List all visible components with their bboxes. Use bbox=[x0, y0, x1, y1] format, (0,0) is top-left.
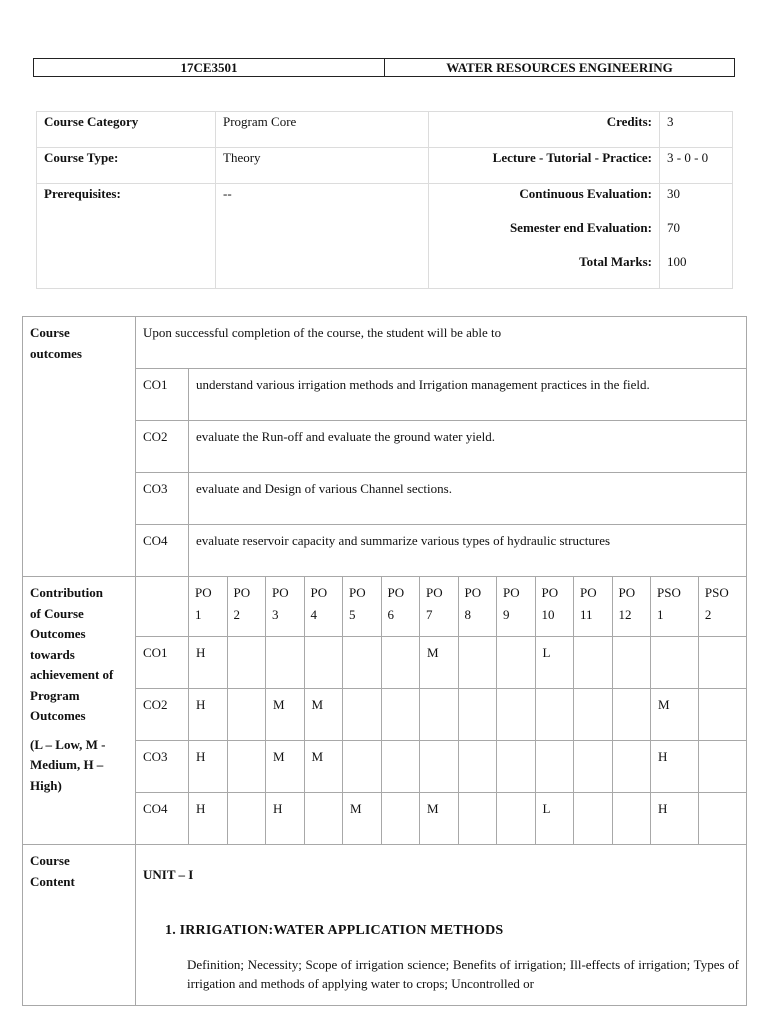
semester-end-evaluation-label: Semester end Evaluation: bbox=[509, 220, 652, 235]
mapping-cell bbox=[574, 741, 613, 793]
mapping-cell bbox=[497, 741, 536, 793]
evaluation-labels bbox=[429, 184, 660, 289]
po-header: PO 2 bbox=[227, 577, 266, 637]
mapping-cell bbox=[227, 793, 266, 845]
outcome-text: evaluate and Design of various Channel sections. bbox=[189, 473, 747, 525]
outcome-text: understand various irrigation methods and Irrigation management practices in the field. bbox=[189, 369, 747, 421]
course-header-table bbox=[33, 58, 735, 77]
mapping-cell bbox=[698, 741, 746, 793]
mapping-row-code: CO4 bbox=[136, 793, 189, 845]
mapping-cell bbox=[612, 637, 651, 689]
mapping-cell bbox=[381, 637, 420, 689]
credits-value: 3 bbox=[660, 112, 733, 148]
mapping-cell bbox=[304, 637, 343, 689]
mapping-cell: H bbox=[651, 741, 699, 793]
mapping-cell bbox=[574, 793, 613, 845]
mapping-cell: H bbox=[189, 741, 228, 793]
topic-heading: 1. IRRIGATION:WATER APPLICATION METHODS bbox=[165, 923, 504, 938]
mapping-cell bbox=[381, 689, 420, 741]
outcome-code: CO1 bbox=[136, 369, 189, 421]
semester-end-evaluation-value: 70 bbox=[667, 220, 680, 235]
prerequisites-label: Prerequisites: bbox=[37, 184, 216, 289]
mapping-cell bbox=[227, 741, 266, 793]
mapping-cell bbox=[266, 637, 305, 689]
outcome-code: CO4 bbox=[136, 525, 189, 577]
mapping-row-code: CO1 bbox=[136, 637, 189, 689]
total-marks-value: 100 bbox=[667, 254, 687, 269]
course-code: 17CE3501 bbox=[34, 59, 385, 77]
mapping-legend: (L – Low, M - Medium, H – High) bbox=[30, 736, 106, 793]
course-outcomes-label: Course outcomes bbox=[23, 317, 136, 577]
mapping-cell: H bbox=[189, 689, 228, 741]
mapping-cell: H bbox=[189, 793, 228, 845]
mapping-cell bbox=[381, 741, 420, 793]
po-header: PO 8 bbox=[458, 577, 497, 637]
continuous-evaluation-value: 30 bbox=[667, 186, 680, 201]
mapping-cell: M bbox=[266, 741, 305, 793]
mapping-cell bbox=[304, 793, 343, 845]
mapping-cell bbox=[458, 689, 497, 741]
po-header: PO 6 bbox=[381, 577, 420, 637]
mapping-corner-cell bbox=[136, 577, 189, 637]
total-marks-label: Total Marks: bbox=[579, 254, 652, 269]
course-category-label: Course Category bbox=[37, 112, 216, 148]
po-header: PO 11 bbox=[574, 577, 613, 637]
mapping-cell bbox=[343, 689, 382, 741]
mapping-cell bbox=[497, 637, 536, 689]
mapping-cell bbox=[535, 689, 574, 741]
mapping-cell: M bbox=[343, 793, 382, 845]
course-type-label: Course Type: bbox=[37, 148, 216, 184]
unit-heading: UNIT – I bbox=[143, 867, 194, 882]
prerequisites-value: -- bbox=[216, 184, 429, 289]
mapping-row-code: CO3 bbox=[136, 741, 189, 793]
po-header: PO 5 bbox=[343, 577, 382, 637]
outcome-text: evaluate the Run-off and evaluate the ground water yield. bbox=[189, 421, 747, 473]
mapping-cell bbox=[698, 793, 746, 845]
po-header: PO 9 bbox=[497, 577, 536, 637]
mapping-cell bbox=[458, 793, 497, 845]
mapping-cell bbox=[497, 689, 536, 741]
course-details-table bbox=[22, 316, 747, 1006]
pso-header: PSO 2 bbox=[698, 577, 746, 637]
pso-header: PSO 1 bbox=[651, 577, 699, 637]
outcome-text: evaluate reservoir capacity and summarize various types of hydraulic structures bbox=[189, 525, 747, 577]
mapping-cell bbox=[343, 637, 382, 689]
mapping-cell bbox=[227, 689, 266, 741]
outcome-code: CO3 bbox=[136, 473, 189, 525]
continuous-evaluation-label: Continuous Evaluation: bbox=[519, 186, 652, 201]
course-category-value: Program Core bbox=[216, 112, 429, 148]
mapping-cell: M bbox=[420, 637, 459, 689]
mapping-cell: H bbox=[189, 637, 228, 689]
po-header: PO 3 bbox=[266, 577, 305, 637]
mapping-cell: M bbox=[304, 741, 343, 793]
ltp-label: Lecture - Tutorial - Practice: bbox=[429, 148, 660, 184]
mapping-cell bbox=[612, 793, 651, 845]
po-header: PO 1 bbox=[189, 577, 228, 637]
mapping-cell bbox=[612, 741, 651, 793]
mapping-label: Contribution of Course Outcomes towards achievement of Program Outcomes (L – Low, M - Medium, H – High) bbox=[23, 577, 136, 845]
mapping-cell: L bbox=[535, 793, 574, 845]
mapping-cell bbox=[227, 637, 266, 689]
mapping-cell bbox=[458, 637, 497, 689]
mapping-cell bbox=[651, 637, 699, 689]
mapping-cell: M bbox=[266, 689, 305, 741]
evaluation-values bbox=[660, 184, 733, 289]
mapping-cell bbox=[420, 689, 459, 741]
mapping-cell bbox=[574, 637, 613, 689]
mapping-cell: H bbox=[651, 793, 699, 845]
po-header: PO 7 bbox=[420, 577, 459, 637]
po-header: PO 4 bbox=[304, 577, 343, 637]
mapping-cell bbox=[458, 741, 497, 793]
po-header: PO 12 bbox=[612, 577, 651, 637]
mapping-cell bbox=[612, 689, 651, 741]
mapping-cell bbox=[698, 637, 746, 689]
mapping-cell bbox=[343, 741, 382, 793]
outcome-code: CO2 bbox=[136, 421, 189, 473]
course-info-table bbox=[36, 111, 733, 289]
mapping-row-code: CO2 bbox=[136, 689, 189, 741]
course-title: WATER RESOURCES ENGINEERING bbox=[385, 59, 735, 77]
course-type-value: Theory bbox=[216, 148, 429, 184]
course-content bbox=[136, 845, 747, 1006]
credits-label: Credits: bbox=[429, 112, 660, 148]
mapping-cell bbox=[574, 689, 613, 741]
mapping-cell bbox=[420, 741, 459, 793]
topic-description: Definition; Necessity; Scope of irrigation science; Benefits of irrigation; Ill-effects of irrigation; Types of irrigation and methods of applying water to crops; Uncontrolled or bbox=[187, 957, 739, 991]
mapping-cell bbox=[535, 741, 574, 793]
ltp-value: 3 - 0 - 0 bbox=[660, 148, 733, 184]
mapping-cell: M bbox=[651, 689, 699, 741]
mapping-cell bbox=[497, 793, 536, 845]
course-content-label: Course Content bbox=[23, 845, 136, 1006]
mapping-cell: L bbox=[535, 637, 574, 689]
mapping-cell bbox=[381, 793, 420, 845]
po-header: PO 10 bbox=[535, 577, 574, 637]
mapping-cell bbox=[698, 689, 746, 741]
mapping-cell: M bbox=[420, 793, 459, 845]
outcomes-intro: Upon successful completion of the course, the student will be able to bbox=[136, 317, 747, 369]
mapping-cell: M bbox=[304, 689, 343, 741]
mapping-cell: H bbox=[266, 793, 305, 845]
